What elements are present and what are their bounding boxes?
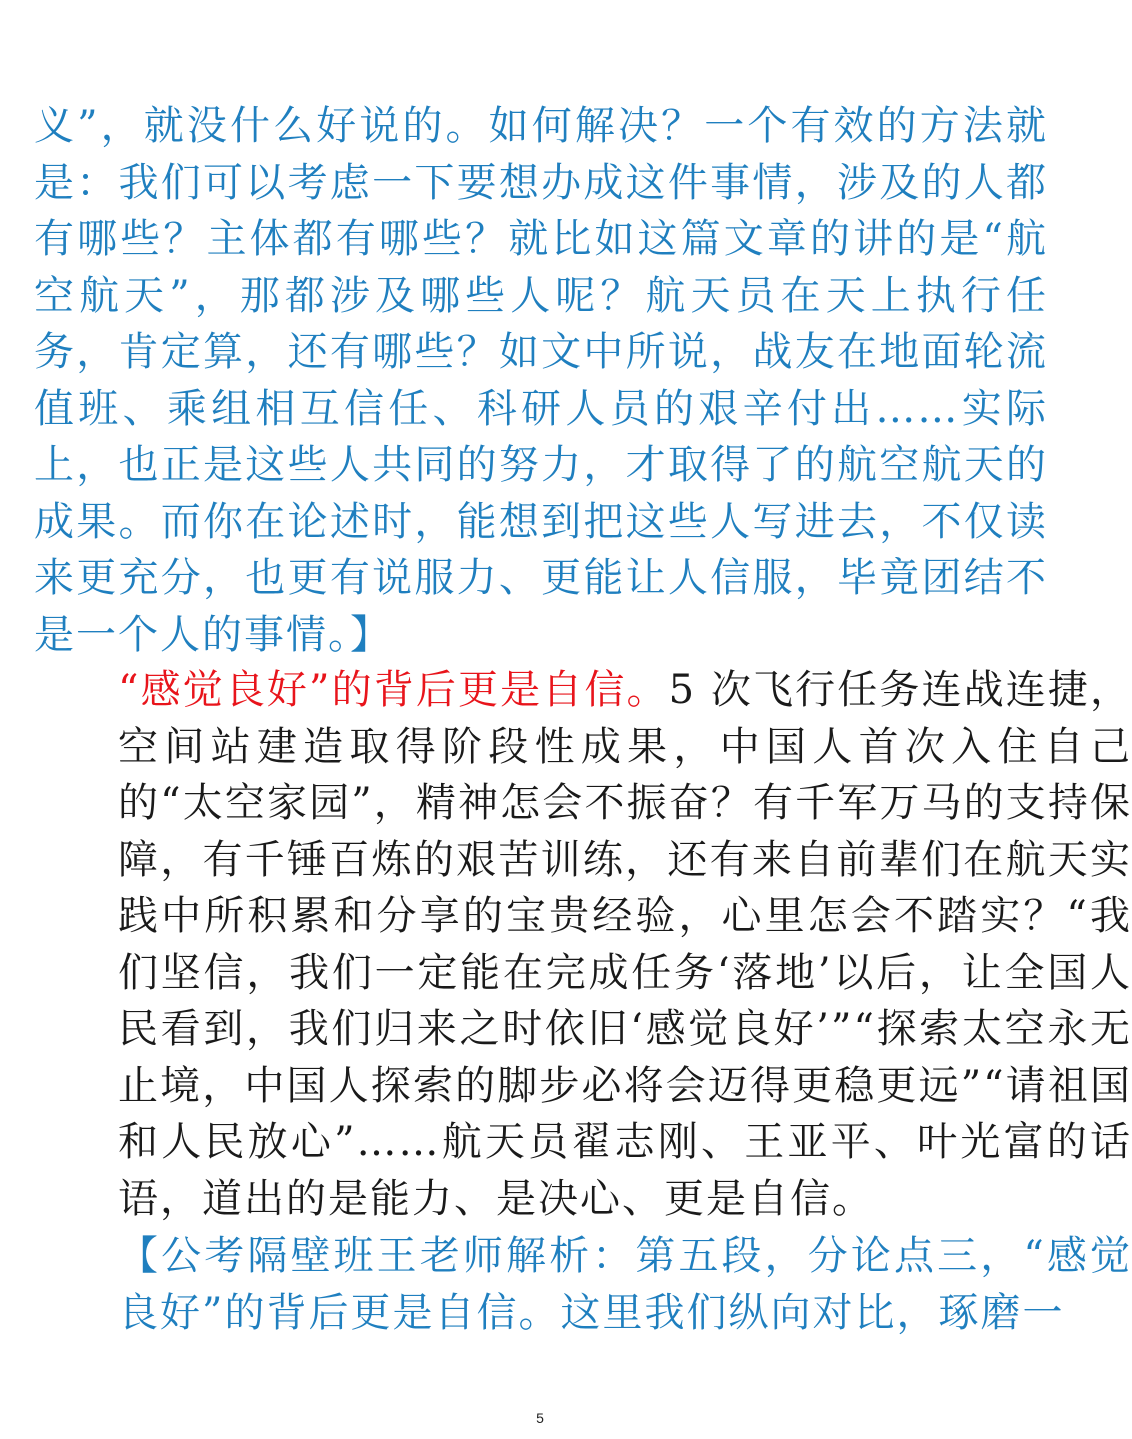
analysis-paragraph: 【公考隔壁班王老师解析：第五段，分论点三，“感觉良好”的背后更是自信。这里我们纵向对比，琢磨一 <box>118 1233 1132 1336</box>
body-paragraph <box>34 662 1132 1227</box>
analysis-paragraph-continued: 义”，就没什么好说的。如何解决？一个有效的方法就是：我们可以考虑一下要想办成这件事情，涉及的人都有哪些？主体都有哪些？就比如这篇文章的讲的是“航空航天”，那都涉及哪些人呢？航天员在天上执行任务，肯定算，还有哪些？如文中所说，战友在地面轮流值班、乘组相互信任、科研人员的艰辛付出……实际上，也正是这些人共同的努力，才取得了的航空航天的成果。而你在论述时，能想到把这些人写进去，不仅读来更充分，也更有说服力、更能让人信服，毕竟团结不是一个人的事情。】 <box>34 103 1048 658</box>
page-number: 5 <box>536 1410 544 1426</box>
paragraph-body: 5 次飞行任务连战连捷，空间站建造取得阶段性成果，中国人首次入住自己的“太空家园”，精神怎会不振奋？有千军万马的支持保障，有千锤百炼的艰苦训练，还有来自前辈们在航天实践中所积累和分享的宝贵经验，心里怎会不踏实？“我们坚信，我们一定能在完成任务‘落地’以后，让全国人民看到，我们归来之时依旧‘感觉良好’”“探索太空永无止境，中国人探索的脚步必将会迈得更稳更远”“请祖国和人民放心”……航天员翟志刚、王亚平、叶光富的话语，道出的是能力、是决心、更是自信。 <box>118 667 1132 1222</box>
paragraph-heading: “感觉良好”的背后更是自信。 <box>118 667 669 713</box>
